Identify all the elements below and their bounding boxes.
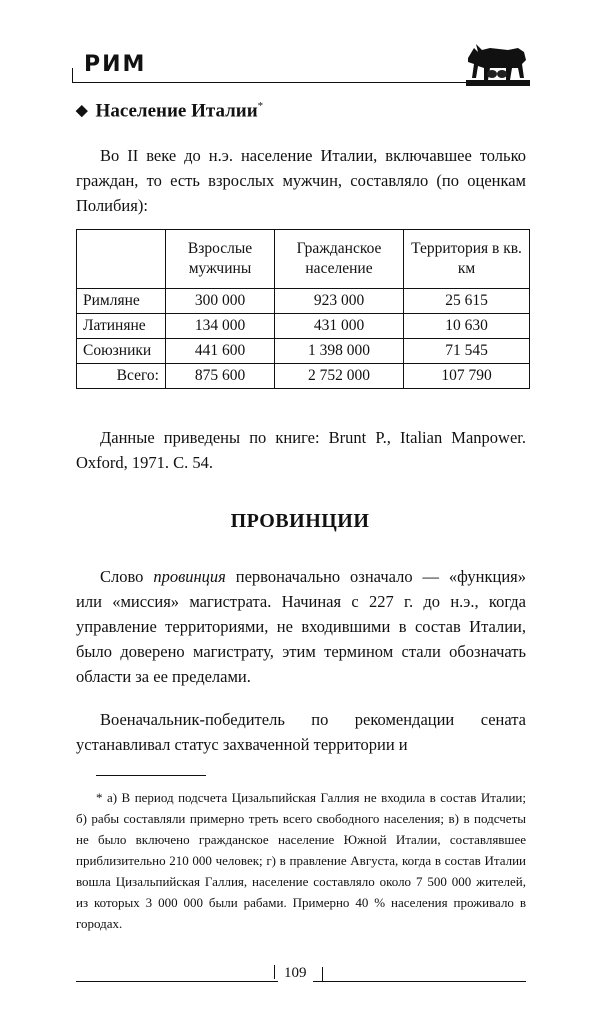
table-header-cell (77, 230, 166, 289)
capitoline-wolf-icon (464, 38, 532, 88)
table-header-cell: Территория в кв. км (404, 230, 530, 289)
page-number: 109 (278, 965, 313, 982)
table-cell: 923 000 (275, 289, 404, 314)
table-total-row (77, 364, 530, 389)
table-header-cell: Гражданское население (275, 230, 404, 289)
page-number-bracket (322, 967, 323, 981)
paragraph-text: первоначально означало — «функция» или «миссия» магистрата. Начиная с 227 г. до н.э., когда управление территориями, не входившими в состав Италии, было доверено магистрату, этим термином стали обозначать области за ее пределами. (76, 567, 526, 686)
intro-paragraph: Во II веке до н.э. население Италии, включавшее только граждан, то есть взрослых мужчин, составляло (по оценкам Полибия): (76, 146, 526, 215)
page-number-bracket (274, 965, 275, 979)
footnote: * а) В период подсчета Цизальпийская Галлия не входила в состав Италии; б) рабы составляли примерно треть всего свободного населения; в) в подсчеты не было включено гражданское население Южной Италии, составлявшее приблизительно 210 000 человек; г) в правление Августа, когда в состав Италии вошла Цизальпийская Галлия, население составляло около 7 500 000 жителей, из которых 3 000 000 были рабами. Примерно 40 % населения проживало в городах. (76, 790, 526, 931)
running-header-title: РИМ (84, 52, 147, 77)
paragraph-text: Слово (100, 567, 154, 586)
table-cell: 1 398 000 (275, 339, 404, 364)
table-cell: Союзники (77, 339, 166, 364)
section-title: Население Италии (95, 100, 258, 122)
table-cell: 431 000 (275, 314, 404, 339)
table-cell: 25 615 (404, 289, 530, 314)
table-header-cell: Взрослые мужчины (166, 230, 275, 289)
table-cell: 875 600 (166, 364, 275, 389)
provinces-paragraph-2: Военачальник-победитель по рекомендации сената устанавливал статус захваченной территории и (76, 710, 526, 754)
running-header (72, 38, 532, 98)
table-cell: Всего: (77, 364, 166, 389)
table-cell: Латиняне (77, 314, 166, 339)
header-tick (72, 68, 73, 83)
table-cell: 300 000 (166, 289, 275, 314)
population-table (76, 229, 530, 389)
chapter-heading: ПРОВИНЦИИ (230, 510, 370, 532)
table-cell: 2 752 000 (275, 364, 404, 389)
provinces-paragraph-1 (76, 564, 526, 689)
italic-term: провинция (153, 567, 226, 586)
footnote-marker: * (257, 100, 264, 112)
section-heading (76, 100, 263, 122)
diamond-bullet-icon: ◆ (76, 103, 88, 120)
table-header-row (77, 230, 530, 289)
table-cell: 10 630 (404, 314, 530, 339)
table-cell: 134 000 (166, 314, 275, 339)
table-cell: 71 545 (404, 339, 530, 364)
footnote-rule (96, 775, 206, 776)
table-cell: 441 600 (166, 339, 275, 364)
source-paragraph: Данные приведены по книге: Brunt P., Italian Manpower. Oxford, 1971. С. 54. (76, 428, 526, 472)
table-cell: Римляне (77, 289, 166, 314)
table-row (77, 339, 530, 364)
table-row (77, 289, 530, 314)
header-rule (72, 82, 472, 83)
table-cell: 107 790 (404, 364, 530, 389)
table-row (77, 314, 530, 339)
